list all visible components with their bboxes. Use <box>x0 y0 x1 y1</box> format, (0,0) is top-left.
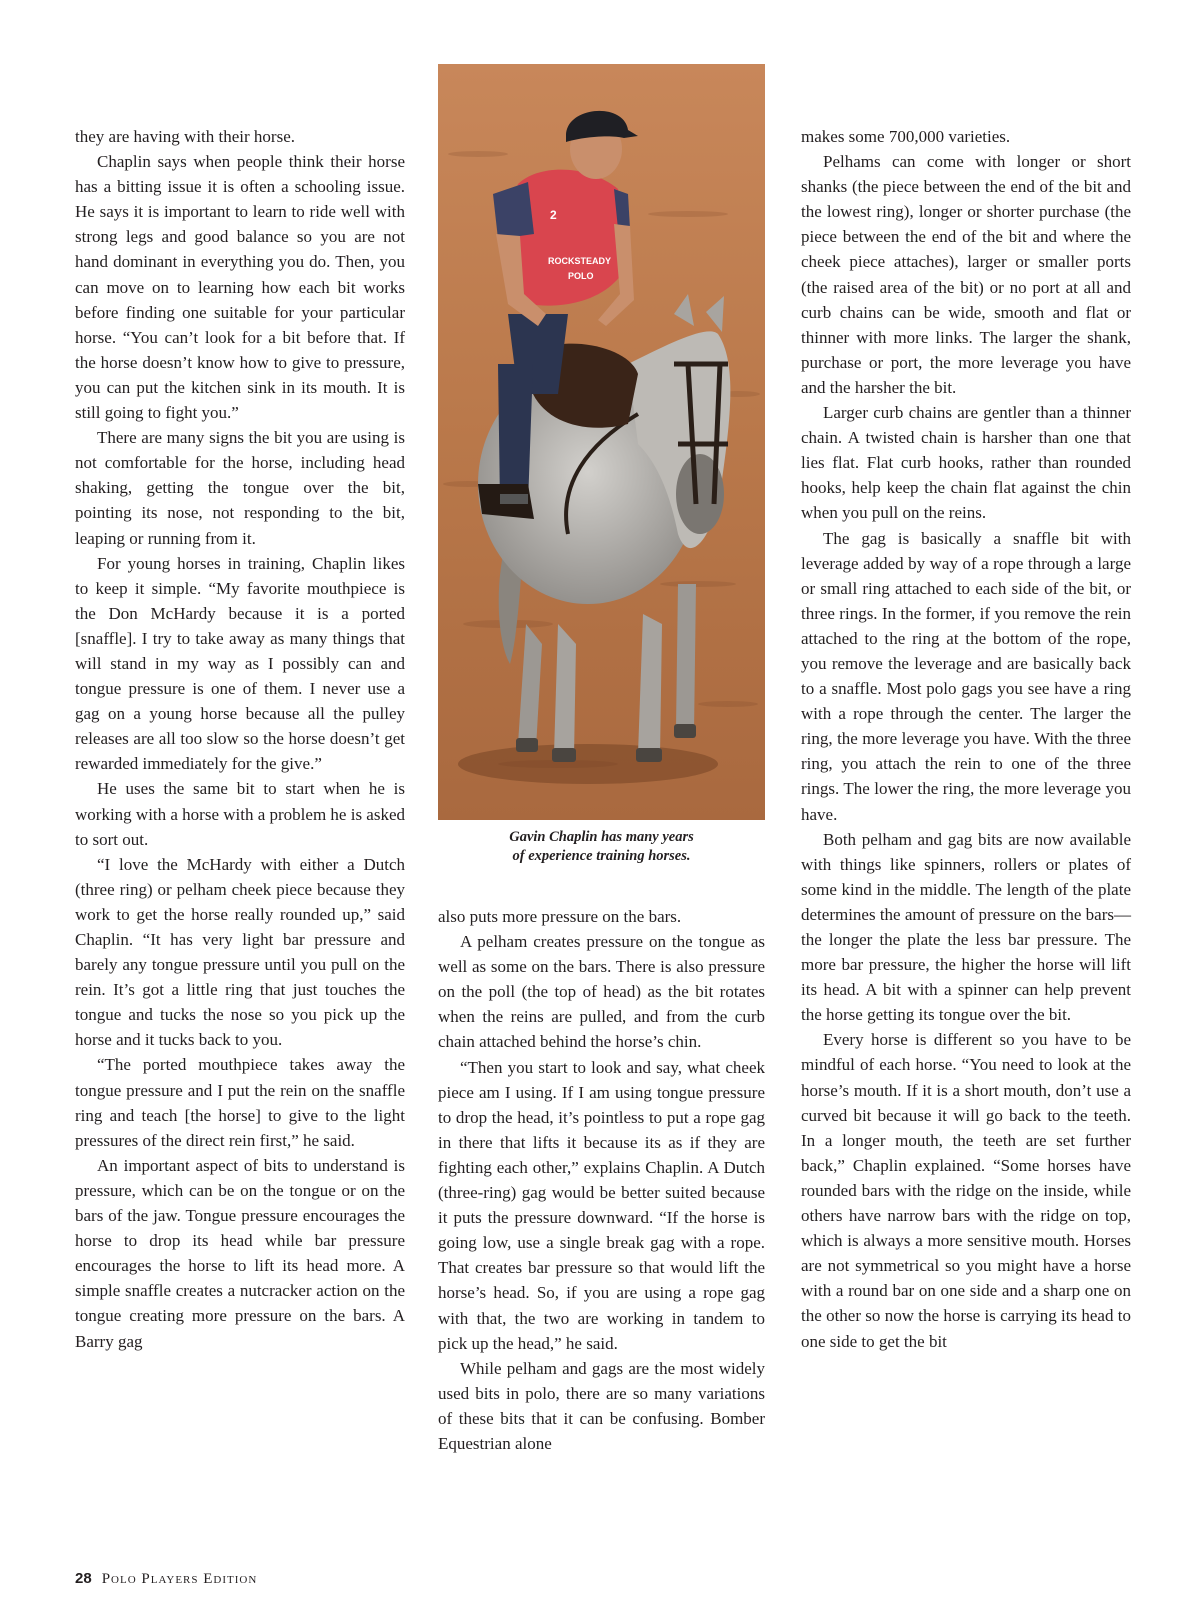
paragraph: “The ported mouthpiece takes away the tongue pressure and I put the rein on the snaffle ring and teach [the horse] to give to the light pressures of the direct rein first,” he said. <box>75 1055 405 1150</box>
paragraph: “I love the McHardy with either a Dutch (three ring) or pelham cheek piece because they work to get the horse really rounded up,” said Chaplin. “It has very light bar pressure and barely any tongue pressure until you pull on the rein. It’s got a little ring that just touches the tongue and tucks the nose so you pick up the horse and it tucks back to you. <box>75 854 405 1050</box>
page-number: 28 <box>75 1570 92 1587</box>
paragraph: The gag is basically a snaffle bit with leverage added by way of a rope through a large or small ring attached to each side of the bit, or three rings. In the former, if you remove the rein attached to the ring at the bottom of the rope, you remove the leverage and are basically back to a snaffle. Most polo gags you see have a ring with a rope through the center. The larger the ring, the more leverage you have. With the three ring, you attach the rein to one of the three rings. The lower the ring, the more leverage you have. <box>801 528 1131 824</box>
paragraph: He uses the same bit to start when he is working with a horse with a problem he is asked to sort out. <box>75 779 406 849</box>
article-column-3 <box>801 124 1131 1354</box>
shirt-text-2: POLO <box>568 271 594 281</box>
paragraph: also puts more pressure on the bars. <box>438 907 682 926</box>
shirt-text-1: ROCKSTEADY <box>548 256 612 266</box>
shirt-number: 2 <box>550 208 557 222</box>
caption-line-1: Gavin Chaplin has many years <box>509 829 694 845</box>
paragraph: Pelhams can come with longer or short shanks (the piece between the end of the bit and the lowest ring), longer or shorter purchase (the piece between the end of the bit and where the cheek piece attaches), larger or smaller ports (the raised area of the bit) or no port at all and curb chains can be wide, smooth and flat or thinner with more links. The larger the shank, purchase or port, the more leverage you have and the harsher the bit. <box>801 152 1131 397</box>
article-column-2 <box>438 904 765 1456</box>
rider-on-grey-horse-image <box>438 64 765 820</box>
page-footer <box>75 1570 257 1588</box>
paragraph: “Then you start to look and say, what cheek piece am I using. If I am using tongue pressure to drop the head, it’s pointless to put a rope gag in there that lifts it because its as if they are fighting each other,” explains Chaplin. A Dutch (three-ring) gag would be better suited because it puts the pressure downward. “If the horse is going low, use a single break gag with a rope. That creates bar pressure so that would lift the horse’s head. So, if you are using a rope gag with that, the two are working in tandem to pick up the head,” he said. <box>438 1057 765 1353</box>
paragraph: There are many signs the bit you are using is not comfortable for the horse, including head shaking, getting the tongue over the bit, pointing its nose, not responding to the bit, leaping or running from it. <box>75 428 405 548</box>
paragraph: they are having with their horse. <box>75 127 295 146</box>
paragraph: An important aspect of bits to understand is pressure, which can be on the tongue or on the bars of the jaw. Tongue pressure encourages the horse to drop its head while bar pressure encourages the horse to lift its head more. A simple snaffle creates a nutcracker action on the tongue creating more pressure on the bars. A Barry gag <box>75 1155 405 1351</box>
paragraph: Every horse is different so you have to be mindful of each horse. “You need to look at the horse’s mouth. If it is a short mouth, don’t use a curved bit because it will go back to the teeth. In a longer mouth, the teeth are set further back,” Chaplin explained. “Some horses have rounded bars with the ridge on the inside, while others have narrow bars with the ridge on top, which is always a more sensitive mouth. Horses are not symmetrical so you might have a horse with a round bar on one side and a sharp one on the other so now the horse is carrying its head to one side to get the bit <box>801 1030 1131 1351</box>
paragraph: Both pelham and gag bits are now available with things like spinners, rollers or plates of some kind in the middle. The length of the plate determines the amount of pressure on the bars—the longer the plate the less bar pressure. The more bar pressure, the higher the horse will lift its head. A bit with a spinner can help prevent the horse getting its tongue over the bit. <box>801 829 1131 1025</box>
paragraph: Larger curb chains are gentler than a thinner chain. A twisted chain is harsher than one that lies flat. Flat curb hooks, rather than rounded hooks, help keep the chain flat against the chin when you pull on the reins. <box>801 403 1131 523</box>
publication-name: Polo Players Edition <box>101 1571 258 1587</box>
paragraph: Chaplin says when people think their horse has a bitting issue it is often a schooling issue. He says it is important to learn to ride well with strong legs and good balance so you are not hand dominant in everything you do. Then, you can move on to learning how each bit works before finding one suitable for your particular horse. “You can’t look for a bit before that. If the horse doesn’t know how to give to pressure, you can put the kitchen sink in its mouth. It is still going to fight you.” <box>75 152 405 423</box>
photo <box>438 64 765 820</box>
paragraph: A pelham creates pressure on the tongue as well as some on the bars. There is also pressure on the poll (the top of head) as the bit rotates when the reins are pulled, and from the curb chain attached behind the horse’s chin. <box>438 932 765 1052</box>
photo-caption <box>438 828 765 866</box>
article-column-1 <box>75 124 405 1354</box>
paragraph: makes some 700,000 varieties. <box>801 127 1011 146</box>
caption-line-2: of experience training horses. <box>512 848 691 864</box>
paragraph: While pelham and gags are the most widely used bits in polo, there are so many variations of these bits that it can be confusing. Bomber Equestrian alone <box>438 1358 765 1453</box>
paragraph: For young horses in training, Chaplin likes to keep it simple. “My favorite mouthpiece is the Don McHardy because it is a ported [snaffle]. I try to take away as many things that will stand in my way as I possibly can and tongue pressure is one of them. I never use a gag on a young horse because all the pulley releases are all too slow so the horse doesn’t get rewarded immediately for the give.” <box>75 553 405 774</box>
